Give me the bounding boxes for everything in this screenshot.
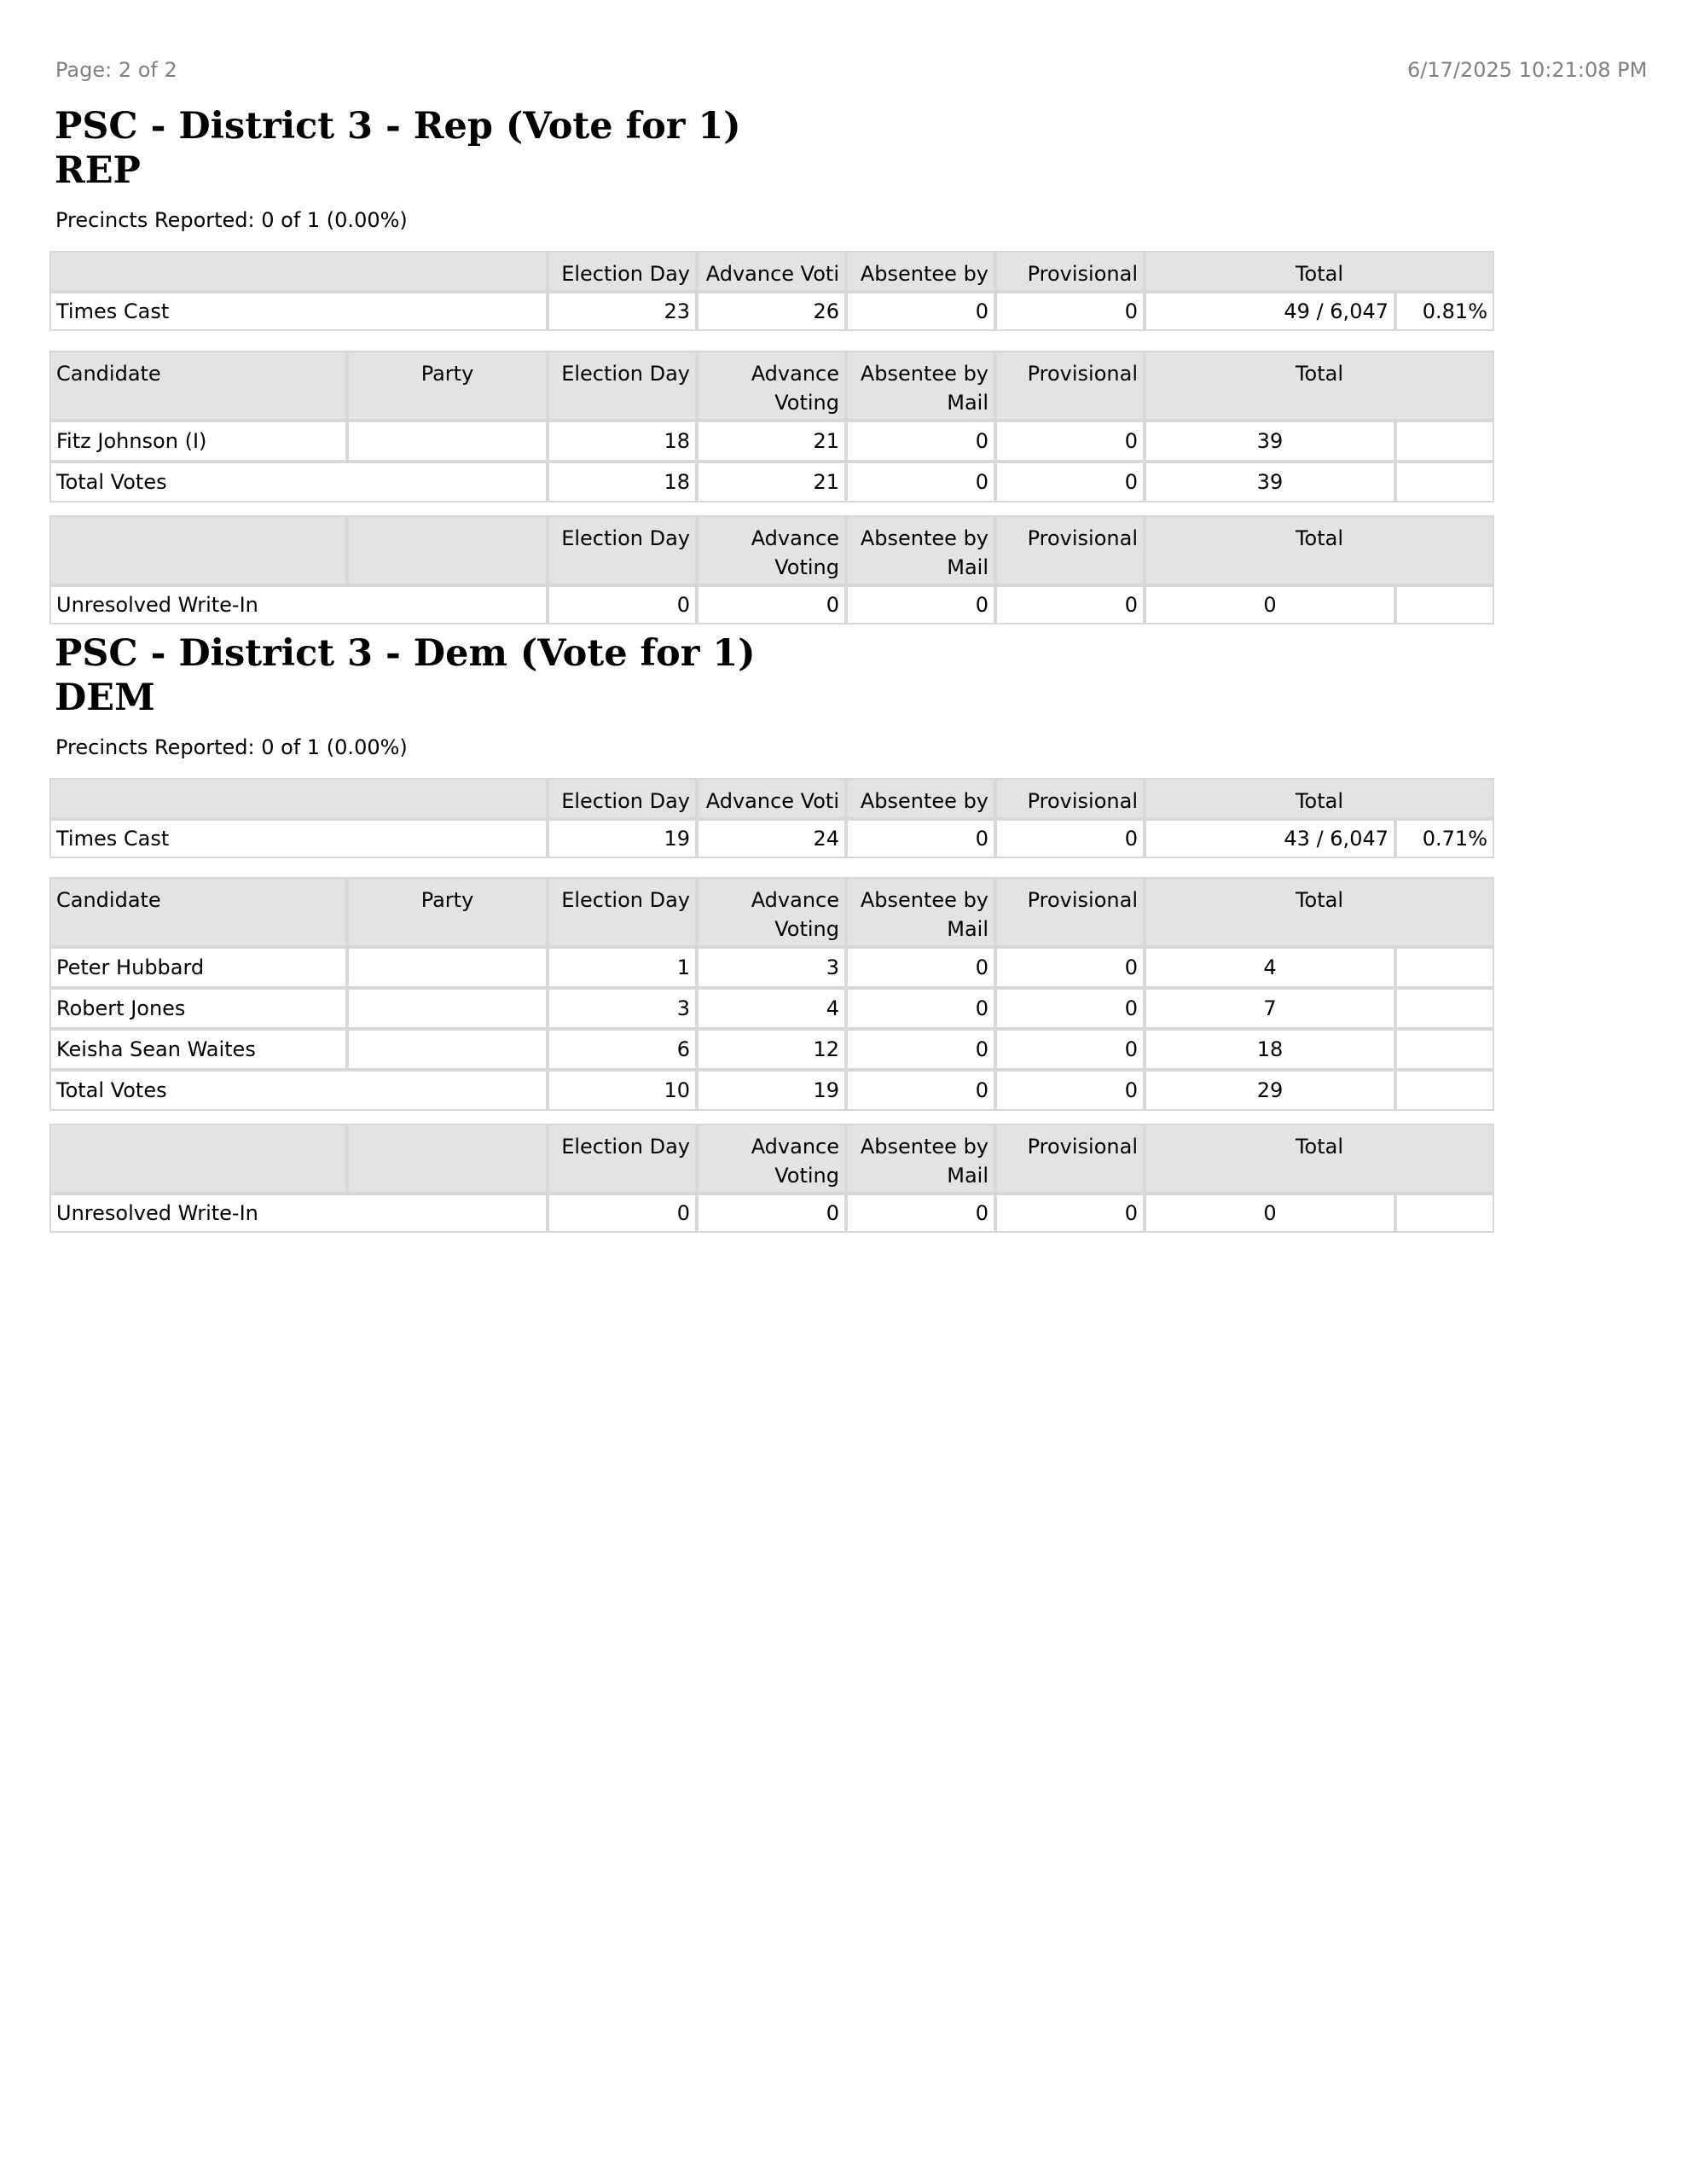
- col-party: Party: [347, 351, 548, 421]
- col-total: Total: [1145, 877, 1494, 947]
- candidate-party: [347, 947, 548, 988]
- blank-header-cell: [49, 778, 548, 819]
- times-cast-election-day: 23: [548, 292, 697, 331]
- total-votes-election-day: 18: [548, 462, 697, 502]
- col-provisional: Provisional: [995, 515, 1145, 585]
- write-in-header-row: [49, 1124, 1494, 1194]
- write-in-absentee: 0: [846, 1194, 995, 1233]
- candidate-election-day: 1: [548, 947, 697, 988]
- col-advance-voting: Advance Voti: [697, 251, 846, 292]
- rep-contest-section: [0, 104, 1687, 624]
- col-total: Total: [1145, 251, 1494, 292]
- total-votes-label: Total Votes: [49, 1070, 548, 1111]
- blank-header-cell: [347, 1124, 548, 1194]
- candidate-pct: [1395, 1029, 1494, 1070]
- write-in-provisional: 0: [995, 585, 1145, 624]
- write-in-total: 0: [1145, 1194, 1395, 1233]
- candidate-party: [347, 1029, 548, 1070]
- contest-title-line1: PSC - District 3 - Dem (Vote for 1): [55, 632, 756, 675]
- col-provisional: Provisional: [995, 877, 1145, 947]
- col-election-day: Election Day: [548, 351, 697, 421]
- col-election-day: Election Day: [548, 877, 697, 947]
- col-election-day: Election Day: [548, 515, 697, 585]
- contest-title: [55, 631, 756, 720]
- col-total: Total: [1145, 1124, 1494, 1194]
- times-cast-total: 43 / 6,047: [1145, 819, 1395, 858]
- candidate-provisional: 0: [995, 947, 1145, 988]
- report-timestamp: 6/17/2025 10:21:08 PM: [1407, 58, 1648, 82]
- col-absentee: Absentee by Mail: [846, 1124, 995, 1194]
- times-cast-pct: 0.81%: [1395, 292, 1494, 331]
- write-in-table: [49, 1124, 1494, 1233]
- col-party: Party: [347, 877, 548, 947]
- total-votes-advance: 19: [697, 1070, 846, 1111]
- precincts-reported: Precincts Reported: 0 of 1 (0.00%): [55, 208, 408, 232]
- blank-header-cell: [49, 515, 347, 585]
- write-in-advance: 0: [697, 585, 846, 624]
- contest-title-line1: PSC - District 3 - Rep (Vote for 1): [55, 105, 741, 148]
- candidate-advance: 3: [697, 947, 846, 988]
- col-absentee: Absentee by Mail: [846, 877, 995, 947]
- total-votes-election-day: 10: [548, 1070, 697, 1111]
- contest-title: [55, 104, 741, 193]
- candidate-advance: 12: [697, 1029, 846, 1070]
- times-cast-provisional: 0: [995, 819, 1145, 858]
- total-votes-absentee: 0: [846, 462, 995, 502]
- candidate-total: 18: [1145, 1029, 1395, 1070]
- times-cast-header-row: [49, 251, 1494, 292]
- candidate-election-day: 18: [548, 421, 697, 462]
- candidate-row: [49, 947, 1494, 988]
- write-in-label: Unresolved Write-In: [49, 1194, 548, 1233]
- candidate-table: [49, 877, 1494, 1111]
- candidate-name: Robert Jones: [49, 988, 347, 1029]
- blank-header-cell: [49, 251, 548, 292]
- total-votes-advance: 21: [697, 462, 846, 502]
- times-cast-advance: 24: [697, 819, 846, 858]
- contest-party-line: DEM: [55, 677, 155, 719]
- times-cast-table: [49, 778, 1494, 858]
- write-in-header-row: [49, 515, 1494, 585]
- times-cast-provisional: 0: [995, 292, 1145, 331]
- candidate-row: [49, 421, 1494, 462]
- dem-contest-section: [0, 631, 1687, 1246]
- write-in-label: Unresolved Write-In: [49, 585, 548, 624]
- total-votes-provisional: 0: [995, 462, 1145, 502]
- candidate-table: [49, 351, 1494, 502]
- col-total: Total: [1145, 515, 1494, 585]
- write-in-pct: [1395, 1194, 1494, 1233]
- times-cast-pct: 0.71%: [1395, 819, 1494, 858]
- times-cast-header-row: [49, 778, 1494, 819]
- candidate-absentee: 0: [846, 988, 995, 1029]
- write-in-pct: [1395, 585, 1494, 624]
- total-votes-row: [49, 1070, 1494, 1111]
- write-in-election-day: 0: [548, 1194, 697, 1233]
- col-provisional: Provisional: [995, 778, 1145, 819]
- candidate-absentee: 0: [846, 947, 995, 988]
- col-absentee: Absentee by Mail: [846, 351, 995, 421]
- candidate-total: 4: [1145, 947, 1395, 988]
- candidate-advance: 21: [697, 421, 846, 462]
- times-cast-election-day: 19: [548, 819, 697, 858]
- total-votes-pct: [1395, 1070, 1494, 1111]
- total-votes-absentee: 0: [846, 1070, 995, 1111]
- col-total: Total: [1145, 778, 1494, 819]
- candidate-header-row: [49, 877, 1494, 947]
- blank-header-cell: [49, 1124, 347, 1194]
- candidate-row: [49, 988, 1494, 1029]
- times-cast-absentee: 0: [846, 819, 995, 858]
- times-cast-label: Times Cast: [49, 292, 548, 331]
- times-cast-total: 49 / 6,047: [1145, 292, 1395, 331]
- candidate-provisional: 0: [995, 988, 1145, 1029]
- col-advance-voting: Advance Voting: [697, 877, 846, 947]
- times-cast-label: Times Cast: [49, 819, 548, 858]
- candidate-party: [347, 421, 548, 462]
- candidate-pct: [1395, 988, 1494, 1029]
- col-absentee: Absentee by: [846, 251, 995, 292]
- candidate-provisional: 0: [995, 421, 1145, 462]
- col-election-day: Election Day: [548, 251, 697, 292]
- candidate-pct: [1395, 421, 1494, 462]
- write-in-provisional: 0: [995, 1194, 1145, 1233]
- contest-party-line: REP: [55, 149, 141, 192]
- col-total: Total: [1145, 351, 1494, 421]
- blank-header-cell: [347, 515, 548, 585]
- col-candidate: Candidate: [49, 351, 347, 421]
- candidate-absentee: 0: [846, 421, 995, 462]
- write-in-row: [49, 585, 1494, 624]
- write-in-total: 0: [1145, 585, 1395, 624]
- col-advance-voting: Advance Voti: [697, 778, 846, 819]
- total-votes-row: [49, 462, 1494, 502]
- col-provisional: Provisional: [995, 1124, 1145, 1194]
- candidate-row: [49, 1029, 1494, 1070]
- candidate-election-day: 3: [548, 988, 697, 1029]
- times-cast-table: [49, 251, 1494, 331]
- candidate-total: 7: [1145, 988, 1395, 1029]
- candidate-provisional: 0: [995, 1029, 1145, 1070]
- total-votes-pct: [1395, 462, 1494, 502]
- times-cast-absentee: 0: [846, 292, 995, 331]
- candidate-pct: [1395, 947, 1494, 988]
- write-in-election-day: 0: [548, 585, 697, 624]
- times-cast-row: [49, 292, 1494, 331]
- col-absentee: Absentee by: [846, 778, 995, 819]
- total-votes-total: 39: [1145, 462, 1395, 502]
- candidate-advance: 4: [697, 988, 846, 1029]
- write-in-table: [49, 515, 1494, 624]
- col-advance-voting: Advance Voting: [697, 1124, 846, 1194]
- write-in-row: [49, 1194, 1494, 1233]
- candidate-name: Keisha Sean Waites: [49, 1029, 347, 1070]
- candidate-name: Fitz Johnson (I): [49, 421, 347, 462]
- col-absentee: Absentee by Mail: [846, 515, 995, 585]
- candidate-absentee: 0: [846, 1029, 995, 1070]
- col-candidate: Candidate: [49, 877, 347, 947]
- candidate-party: [347, 988, 548, 1029]
- total-votes-provisional: 0: [995, 1070, 1145, 1111]
- candidate-total: 39: [1145, 421, 1395, 462]
- candidate-name: Peter Hubbard: [49, 947, 347, 988]
- precincts-reported: Precincts Reported: 0 of 1 (0.00%): [55, 735, 408, 759]
- col-provisional: Provisional: [995, 251, 1145, 292]
- total-votes-label: Total Votes: [49, 462, 548, 502]
- page-number: Page: 2 of 2: [55, 58, 177, 82]
- col-advance-voting: Advance Voting: [697, 351, 846, 421]
- col-provisional: Provisional: [995, 351, 1145, 421]
- write-in-absentee: 0: [846, 585, 995, 624]
- col-advance-voting: Advance Voting: [697, 515, 846, 585]
- col-election-day: Election Day: [548, 1124, 697, 1194]
- write-in-advance: 0: [697, 1194, 846, 1233]
- times-cast-advance: 26: [697, 292, 846, 331]
- col-election-day: Election Day: [548, 778, 697, 819]
- times-cast-row: [49, 819, 1494, 858]
- total-votes-total: 29: [1145, 1070, 1395, 1111]
- candidate-election-day: 6: [548, 1029, 697, 1070]
- candidate-header-row: [49, 351, 1494, 421]
